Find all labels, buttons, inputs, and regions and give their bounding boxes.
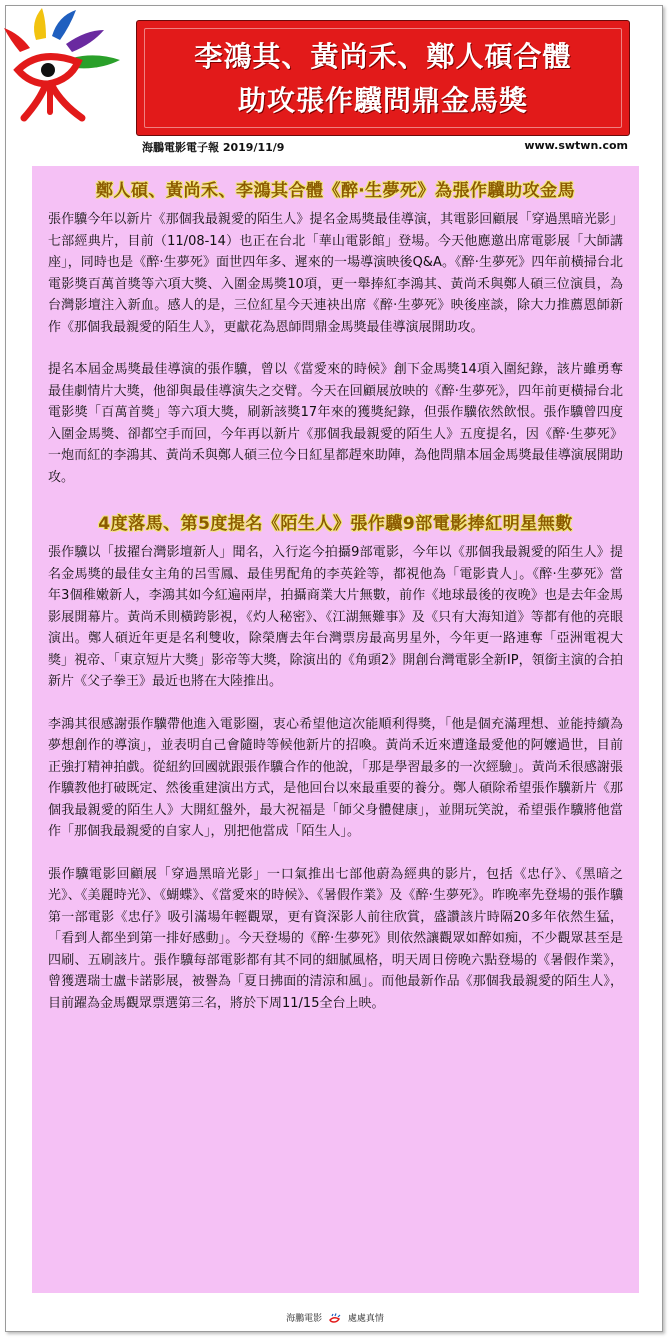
section-heading-1: 鄭人碩、黃尚禾、李鴻其合體《醉‧生夢死》為張作驥助攻金馬 (96, 181, 575, 201)
section-heading-2: 4度落馬、第5度提名《陌生人》張作驥9部電影捧紅明星無數 (98, 514, 573, 534)
footer-left-text: 海鵬電影 (286, 1314, 323, 1324)
headline-line-1: 李鴻其、黃尚禾、鄭人碩合體 (194, 40, 572, 73)
paragraph: 張作驥電影回顧展「穿過黑暗光影」一口氣推出七部他蔚為經典的影片，包括《忠仔》、《黑暗之光》、《美麗時光》、《蝴蝶》、《當愛來的時候》、《暑假作業》及《醉‧生夢死》。昨晚率先登場的張作驥第一部電影《忠仔》吸引滿場年輕觀眾，更有資深影人前往欣賞，盛讚該片時隔20多年依然生猛，「看到人都坐到第一排好感動」。今天登場的《醉‧生夢死》則依然讓觀眾如醉如痴，不少觀眾甚至是四刷、五刷該片。張作驥每部電影都有其不同的細膩風格，明天周日傍晚六點登場的《暑假作業》，曾獲選瑞士盧卡諾影展，被譽為「夏日拂面的清涼和風」。而他最新作品《那個我最親愛的陌生人》，目前躍為金馬觀眾票選第三名，將於下周11/15全台上映。 (48, 866, 623, 1011)
paragraph: 提名本屆金馬獎最佳導演的張作驥，曾以《當愛來的時候》創下金馬獎14項入圍紀錄，該片雖勇奪最佳劇情片大獎，他卻與最佳導演失之交臂。今天在回顧展放映的《醉‧生夢死》，四年前更橫掃台北電影獎「百萬首獎」等六項大獎，刷新該獎17年來的獲獎紀錄，但張作驥依然飲恨。張作驥曾四度入圍金馬獎、卻都空手而回，今年再以新片《那個我最親愛的陌生人》五度提名，因《醉‧生夢死》一炮而紅的李鴻其、黃尚禾與鄭人碩三位今日紅星都趕來助陣，為他問鼎本屆金馬獎最佳導演展開助攻。 (48, 362, 623, 485)
paragraph: 張作驥今年以新片《那個我最親愛的陌生人》提名金馬獎最佳導演，其電影回顧展「穿過黑暗光影」七部經典片，目前（11/08-14）也正在台北「華山電影館」登場。今天他應邀出席電影展「大師講座」，同時也是《醉‧生夢死》面世四年多、遲來的一場導演映後Q&A。《醉‧生夢死》四年前橫掃台北電影獎百萬首獎等六項大獎、入圍金馬獎10項，更一舉捧紅李鴻其、黃尚禾與鄭人碩三位演員，為台灣影壇注入新血。感人的是，三位紅星今天連袂出席《醉‧生夢死》映後座談，除大力推薦恩師新作《那個我最親愛的陌生人》，更獻花為恩師問鼎金馬獎最佳導演展開助攻。 (48, 212, 623, 335)
footer-right-text: 處處真情 (347, 1314, 384, 1324)
haipeng-logo-icon (0, 0, 135, 130)
headline-banner (136, 20, 630, 136)
paragraph: 李鴻其很感謝張作驥帶他進入電影圈，衷心希望他這次能順利得獎，「他是個充滿理想、並能持續為夢想創作的導演」，並表明自己會隨時等候他新片的招喚。黃尚禾近來遭逢最愛他的阿嬤過世，目前正強打精神拍戲。從紐約回國就跟張作驥合作的他說，「那是學習最多的一次經驗」。黃尚禾很感謝張作驥教他打破既定、然後重建演出方式，是他回台以來最重要的養分。鄭人碩除希望張作驥新片《那個我最親愛的陌生人》大開紅盤外，最大祝福是「師父身體健康」，並開玩笑說，希望張作驥將他當作「那個我最親愛的自家人」，別把他當成「陌生人」。 (48, 716, 623, 839)
headline-line-2: 助攻張作驥問鼎金馬獎 (237, 84, 528, 117)
footer (0, 1311, 670, 1325)
publisher-date: 海鵬電影電子報 2019/11/9 (142, 141, 285, 154)
haipeng-mini-logo-icon (328, 1313, 342, 1325)
article-body (32, 166, 639, 1293)
website-link[interactable]: www.swtwn.com (524, 139, 628, 152)
paragraph: 張作驥以「拔擢台灣影壇新人」聞名，入行迄今拍攝9部電影，今年以《那個我最親愛的陌生人》提名金馬獎的最佳女主角的呂雪鳳、最佳男配角的李英銓等，都視他為「電影貴人」。《醉‧生夢死》當年3個稚嫩新人，李鴻其如今紅遍兩岸，拍攝商業大片無數，前作《地球最後的夜晚》也是去年金馬影展開幕片。黃尚禾則橫跨影視，《灼人秘密》、《江湖無難事》及《只有大海知道》等都有他的亮眼演出。鄭人碩近年更是名利雙收，除榮膺去年台灣票房最高男星外，今年更一路連奪「亞洲電視大獎」視帝、「東京短片大獎」影帝等大獎，除演出的《角頭2》開創台灣電影全新IP，領銜主演的合拍新片《父子拳王》最近也將在大陸推出。 (48, 545, 623, 689)
